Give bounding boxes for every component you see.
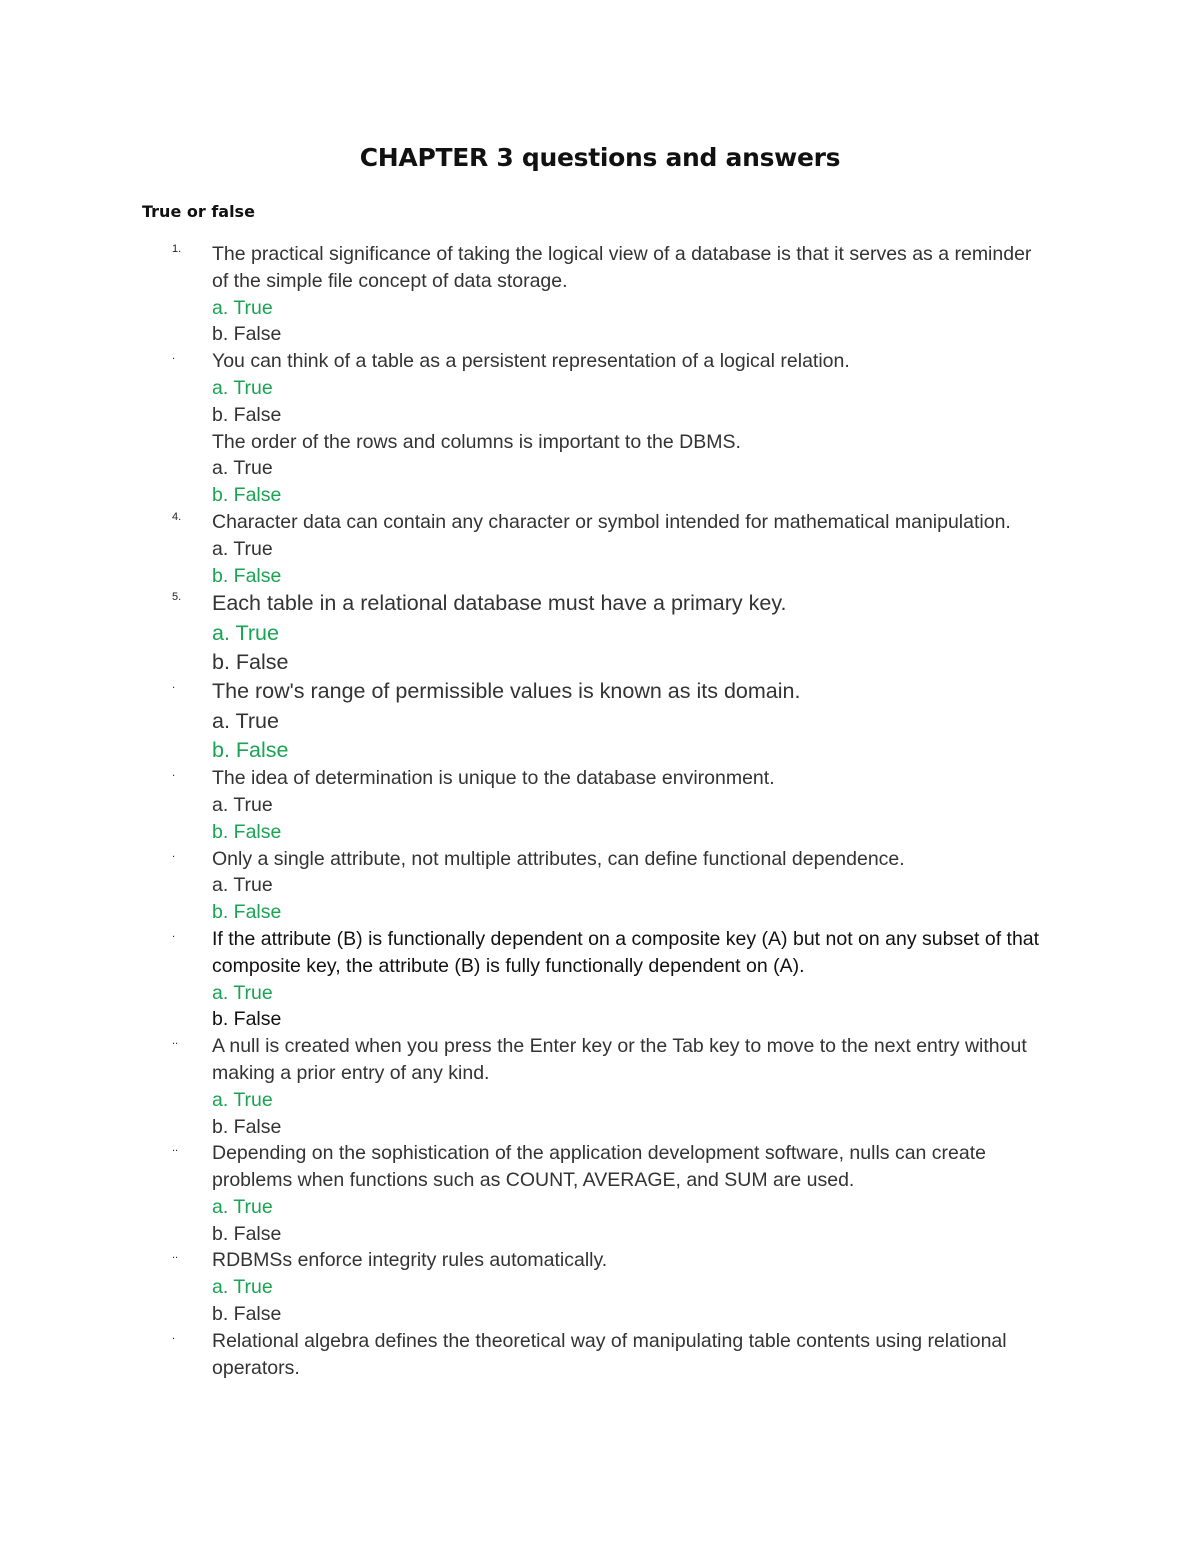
question-3	[0, 429, 1200, 509]
question-text: Only a single attribute, not multiple attributes, can define functional dependence.	[212, 847, 905, 870]
question-13	[0, 1328, 1200, 1382]
question-text: Each table in a relational database must have a primary key.	[212, 591, 787, 616]
option-b: b. False	[212, 323, 282, 346]
option-b: b. False	[212, 1115, 282, 1138]
question-text: RDBMSs enforce integrity rules automatically.	[212, 1249, 608, 1272]
question-text: A null is created when you press the Enter key or the Tab key to move to the next entry without making a prior entry of any kind.	[212, 1035, 1027, 1084]
option-a: a. True	[212, 376, 273, 399]
question-12	[0, 1247, 1200, 1327]
question-10	[0, 1033, 1200, 1140]
option-b: b. False	[212, 1303, 282, 1326]
question-number: .	[172, 847, 176, 860]
option-a: a. True	[212, 457, 273, 480]
option-b: b. False	[212, 901, 282, 924]
question-1	[0, 241, 1200, 348]
question-number: .	[172, 767, 176, 780]
question-7	[0, 765, 1200, 845]
question-5	[0, 589, 1200, 677]
option-b: b. False	[212, 1008, 282, 1031]
option-b: b. False	[212, 820, 282, 843]
question-number: ..	[172, 1142, 179, 1155]
question-number: .	[172, 927, 176, 940]
option-a: a. True	[212, 1195, 273, 1218]
question-text: If the attribute (B) is functionally dependent on a composite key (A) but not on any subset of that composite key, the attribute (B) is fully functionally dependent on (A).	[212, 927, 1040, 977]
question-number: .	[172, 1329, 176, 1342]
option-b: b. False	[212, 649, 289, 674]
option-b: b. False	[212, 737, 289, 762]
question-text: The idea of determination is unique to the database environment.	[212, 767, 775, 790]
question-8	[0, 846, 1200, 926]
option-a: a. True	[212, 708, 279, 733]
option-b: b. False	[212, 403, 282, 426]
question-number: ..	[172, 1035, 179, 1048]
question-11	[0, 1140, 1200, 1247]
option-a: a. True	[212, 1088, 273, 1111]
question-text: The row's range of permissible values is known as its domain.	[212, 679, 801, 704]
question-text: Character data can contain any character or symbol intended for mathematical manipulation.	[212, 510, 1011, 533]
question-number: .	[172, 350, 176, 363]
question-list	[0, 241, 1200, 1381]
option-b: b. False	[212, 484, 282, 507]
question-text: The order of the rows and columns is important to the DBMS.	[212, 430, 741, 453]
option-a: a. True	[212, 296, 273, 319]
question-number: 4.	[172, 510, 182, 523]
section-heading: True or false	[142, 202, 255, 221]
option-b: b. False	[212, 1222, 282, 1245]
question-6	[0, 677, 1200, 765]
question-2	[0, 348, 1200, 428]
question-4	[0, 509, 1200, 589]
question-number: 1.	[172, 243, 182, 255]
question-number: .	[172, 679, 176, 692]
page-title: CHAPTER 3 questions and answers	[359, 143, 841, 172]
question-text: Depending on the sophistication of the application development software, nulls can create problems when functions such as COUNT, AVERAGE, and SUM are used.	[212, 1142, 986, 1192]
question-number: ..	[172, 1249, 179, 1262]
question-text: You can think of a table as a persistent representation of a logical relation.	[212, 350, 850, 373]
option-a: a. True	[212, 981, 273, 1004]
question-text: The practical significance of taking the logical view of a database is that it serves as a reminder of the simple file concept of data storage.	[212, 243, 1032, 292]
option-b: b. False	[212, 564, 282, 587]
option-a: a. True	[212, 874, 273, 897]
option-a: a. True	[212, 620, 279, 645]
option-a: a. True	[212, 1276, 273, 1299]
question-text: Relational algebra defines the theoretical way of manipulating table contents using relational operators.	[212, 1329, 1007, 1379]
option-a: a. True	[212, 793, 273, 816]
option-a: a. True	[212, 537, 273, 560]
question-9	[0, 926, 1200, 1033]
question-number: 5.	[172, 591, 182, 604]
